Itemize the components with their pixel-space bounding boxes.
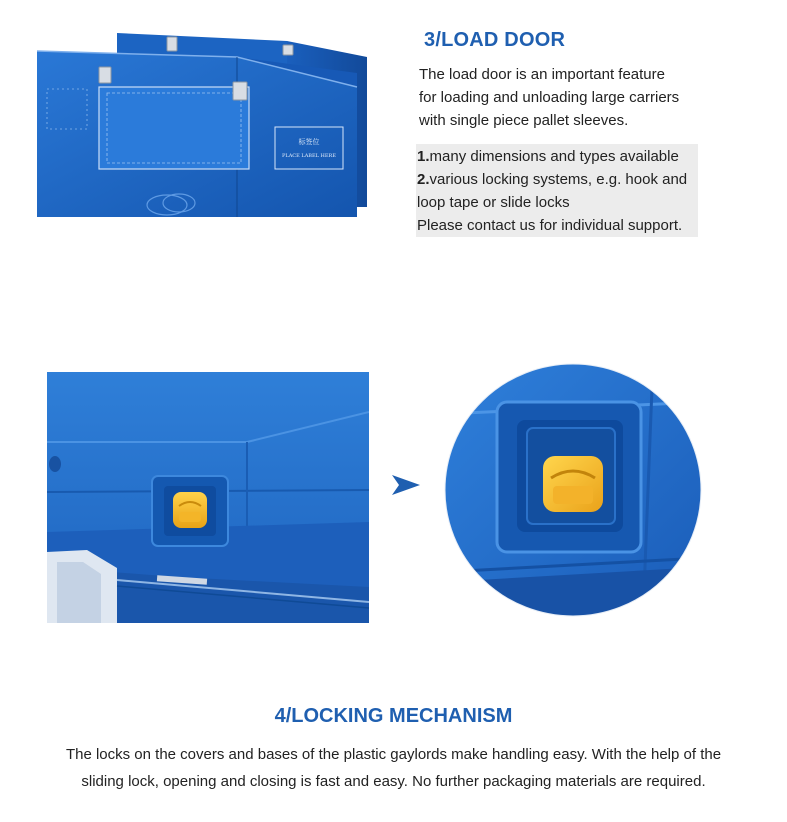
contact-note: Please contact us for individual support.: [417, 217, 683, 234]
feature-item: [417, 145, 707, 168]
photo-label-cn: 标签位: [298, 138, 320, 146]
feature-number: 1.: [417, 148, 430, 165]
features-list: [417, 145, 707, 237]
feature-number: 2.: [417, 171, 430, 188]
feature-text: various locking systems, e.g. hook and: [429, 171, 688, 188]
feature-text: many dimensions and types available: [429, 148, 679, 165]
load-door-title: 3/LOAD DOOR: [424, 29, 566, 51]
load-door-description-line: The load door is an important feature: [419, 66, 665, 83]
load-door-description: [419, 63, 719, 132]
locking-description-line: The locks on the covers and bases of the plastic gaylords make handling easy. With the help of the: [65, 746, 722, 763]
lock-photo-zoom: [443, 362, 703, 618]
arrow-right-icon: [392, 473, 420, 497]
photo-label-en: PLACE LABEL HERE: [282, 153, 336, 159]
feature-item: [417, 168, 707, 191]
locking-description-line: sliding lock, opening and closing is fast and easy. No further packaging materials are required.: [81, 773, 706, 790]
locking-mechanism-description: [0, 741, 787, 795]
feature-item-continuation: loop tape or slide locks: [417, 194, 570, 211]
locking-mechanism-title: 4/LOCKING MECHANISM: [274, 705, 513, 727]
load-door-description-line: for loading and unloading large carriers: [419, 89, 680, 106]
load-door-description-line: with single piece pallet sleeves.: [419, 112, 629, 129]
load-door-photo: [37, 27, 367, 217]
lock-photo-wide: [47, 372, 369, 623]
